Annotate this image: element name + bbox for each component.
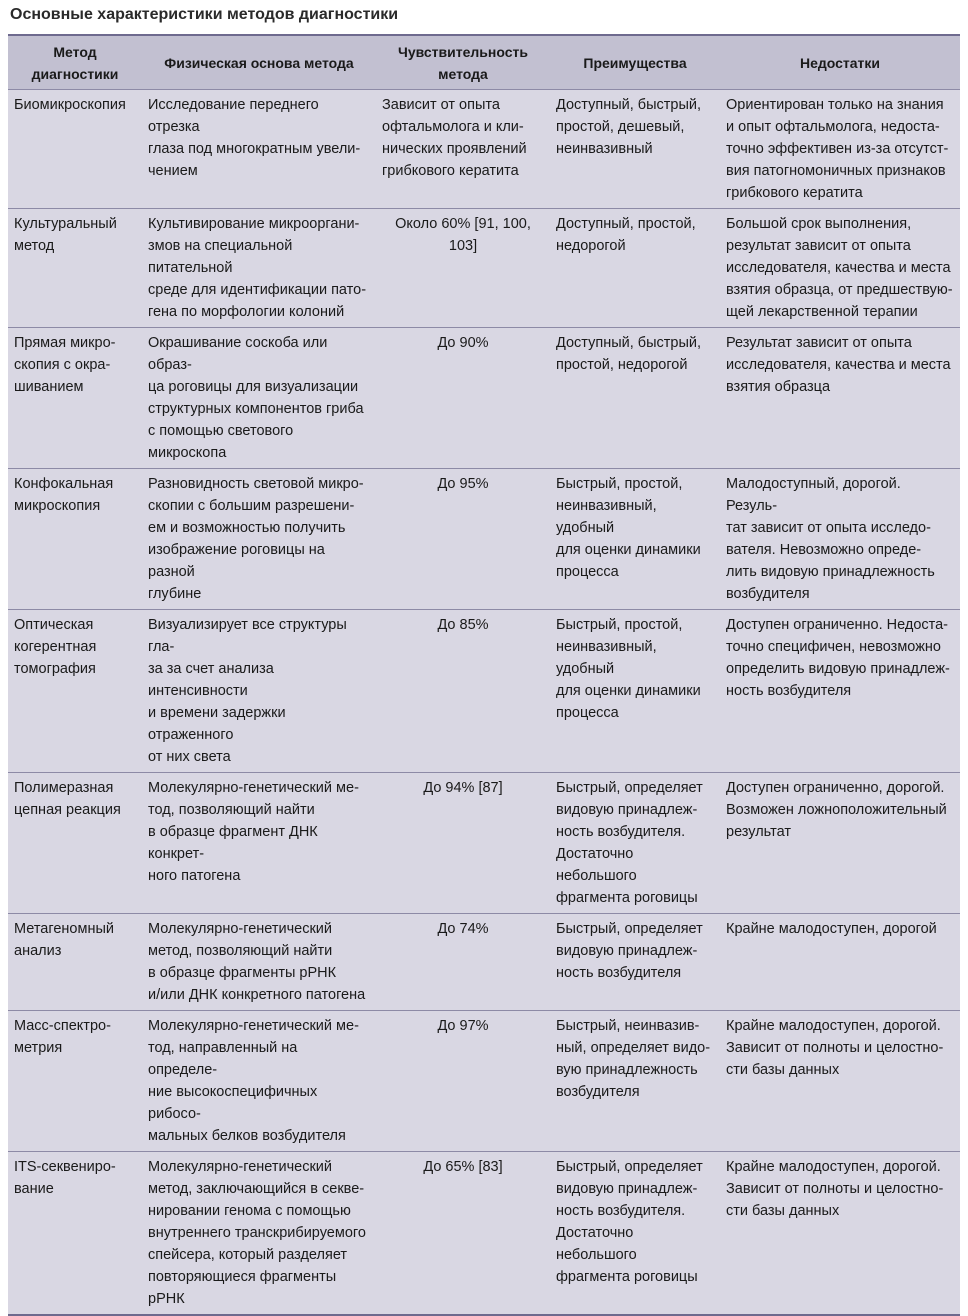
cell-sensitivity: Около 60% [91, 100, 103] xyxy=(376,209,550,328)
cell-method: Масс-спектро- метрия xyxy=(8,1011,142,1152)
cell-basis: Визуализирует все структуры гла- за за счет анализа интенсивности и времени задержки отраженного от них света xyxy=(142,610,376,773)
table-row xyxy=(8,914,960,1011)
cell-method: Биомикроскопия xyxy=(14,97,126,113)
cell-basis: Молекулярно-генетический метод, заключающийся в секве- нировании генома с помощью внутреннего транскрибируемого спейсера, который разделяет повторяющиеся фрагменты рРНК xyxy=(142,1152,376,1316)
cell-method: Прямая микро- скопия с окра- шиванием xyxy=(8,328,142,469)
table-row xyxy=(8,610,960,773)
header-advantages: Преимущества xyxy=(550,36,720,90)
table-title: Основные характеристики методов диагностики xyxy=(10,6,399,23)
cell-sensitivity: До 85% xyxy=(376,610,550,773)
cell-advantages: Быстрый, определяет видовую принадлеж- ность возбудителя. Достаточно небольшого фрагмента роговицы xyxy=(550,773,720,914)
cell-advantages: Быстрый, неинвазив- ный, определяет видо- вую принадлежность возбудителя xyxy=(550,1011,720,1152)
table-row xyxy=(8,90,960,209)
cell-sensitivity: До 65% [83] xyxy=(376,1152,550,1316)
diagnostics-table xyxy=(8,36,960,1316)
cell-disadvantages: Доступен ограниченно, дорогой. Возможен ложноположительный результат xyxy=(720,773,960,914)
table-row xyxy=(8,1011,960,1152)
cell-method: Полимеразная цепная реакция xyxy=(8,773,142,914)
cell-sensitivity: До 95% xyxy=(376,469,550,610)
cell-disadvantages: Крайне малодоступен, дорогой xyxy=(720,914,960,1011)
cell-sensitivity: До 94% [87] xyxy=(376,773,550,914)
cell-advantages: Быстрый, определяет видовую принадлеж- ность возбудителя xyxy=(550,914,720,1011)
cell-disadvantages: Ориентирован только на знания и опыт офтальмолога, недоста- точно эффективен из-за отсутст- вия патогномоничных признаков грибкового кератита xyxy=(726,97,949,201)
cell-method: Метагеномный анализ xyxy=(8,914,142,1011)
cell-disadvantages: Крайне малодоступен, дорогой. Зависит от полноты и целостно- сти базы данных xyxy=(720,1152,960,1316)
cell-disadvantages: Доступен ограниченно. Недоста- точно специфичен, невозможно определить видовую принадлеж- ность возбудителя xyxy=(720,610,960,773)
cell-basis: Культивирование микрооргани- змов на специальной питательной среде для идентификации пато- гена по морфологии колоний xyxy=(142,209,376,328)
cell-disadvantages: Малодоступный, дорогой. Резуль- тат зависит от опыта исследо- вателя. Невозможно опреде- лить видовую принадлежность возбудителя xyxy=(720,469,960,610)
cell-basis: Молекулярно-генетический ме- тод, позволяющий найти в образце фрагмент ДНК конкрет- ного патогена xyxy=(142,773,376,914)
header-method: Метод диагностики xyxy=(8,36,142,90)
header-row xyxy=(8,36,960,90)
cell-sensitivity: До 97% xyxy=(376,1011,550,1152)
cell-advantages: Быстрый, простой, неинвазивный, удобный для оценки динамики процесса xyxy=(550,610,720,773)
cell-sensitivity: До 90% xyxy=(376,328,550,469)
table-header xyxy=(8,36,960,90)
header-sensitivity: Чувствительность метода xyxy=(376,36,550,90)
cell-method: ITS-секвениро- вание xyxy=(8,1152,142,1316)
cell-advantages: Быстрый, простой, неинвазивный, удобный для оценки динамики процесса xyxy=(550,469,720,610)
cell-disadvantages: Результат зависит от опыта исследователя, качества и места взятия образца xyxy=(720,328,960,469)
cell-sensitivity: До 74% xyxy=(376,914,550,1011)
table-row xyxy=(8,209,960,328)
cell-basis: Окрашивание соскоба или образ- ца роговицы для визуализации структурных компонентов гриба с помощью светового микроскопа xyxy=(142,328,376,469)
header-basis: Физическая основа метода xyxy=(142,36,376,90)
cell-disadvantages: Большой срок выполнения, результат зависит от опыта исследователя, качества и места взятия образца, от предшествую- щей лекарственной терапии xyxy=(720,209,960,328)
cell-disadvantages: Крайне малодоступен, дорогой. Зависит от полноты и целостно- сти базы данных xyxy=(720,1011,960,1152)
table-row xyxy=(8,328,960,469)
cell-sensitivity: Зависит от опыта офтальмолога и кли- нических проявлений грибкового кератита xyxy=(382,97,527,179)
table-row xyxy=(8,773,960,914)
cell-advantages: Быстрый, определяет видовую принадлеж- ность возбудителя. Достаточно небольшого фрагмента роговицы xyxy=(550,1152,720,1316)
cell-method: Конфокальная микроскопия xyxy=(8,469,142,610)
cell-basis: Исследование переднего отрезка глаза под многократным увели- чением xyxy=(148,97,361,179)
cell-method: Оптическая когерентная томография xyxy=(8,610,142,773)
cell-basis: Разновидность световой микро- скопии с большим разрешени- ем и возможностью получить изображение роговицы на разной глубине xyxy=(142,469,376,610)
cell-basis: Молекулярно-генетический метод, позволяющий найти в образце фрагменты рРНК и/или ДНК конкретного патогена xyxy=(142,914,376,1011)
table-body xyxy=(8,90,960,1316)
table-row xyxy=(8,469,960,610)
cell-basis: Молекулярно-генетический ме- тод, направленный на определе- ние высокоспецифичных рибосо- мальных белков возбудителя xyxy=(142,1011,376,1152)
cell-advantages: Доступный, быстрый, простой, недорогой xyxy=(550,328,720,469)
cell-advantages: Доступный, простой, недорогой xyxy=(550,209,720,328)
table-row xyxy=(8,1152,960,1316)
header-disadvantages: Недостатки xyxy=(720,36,960,90)
cell-advantages: Доступный, быстрый, простой, дешевый, неинвазивный xyxy=(556,97,702,157)
cell-method: Культуральный метод xyxy=(8,209,142,328)
